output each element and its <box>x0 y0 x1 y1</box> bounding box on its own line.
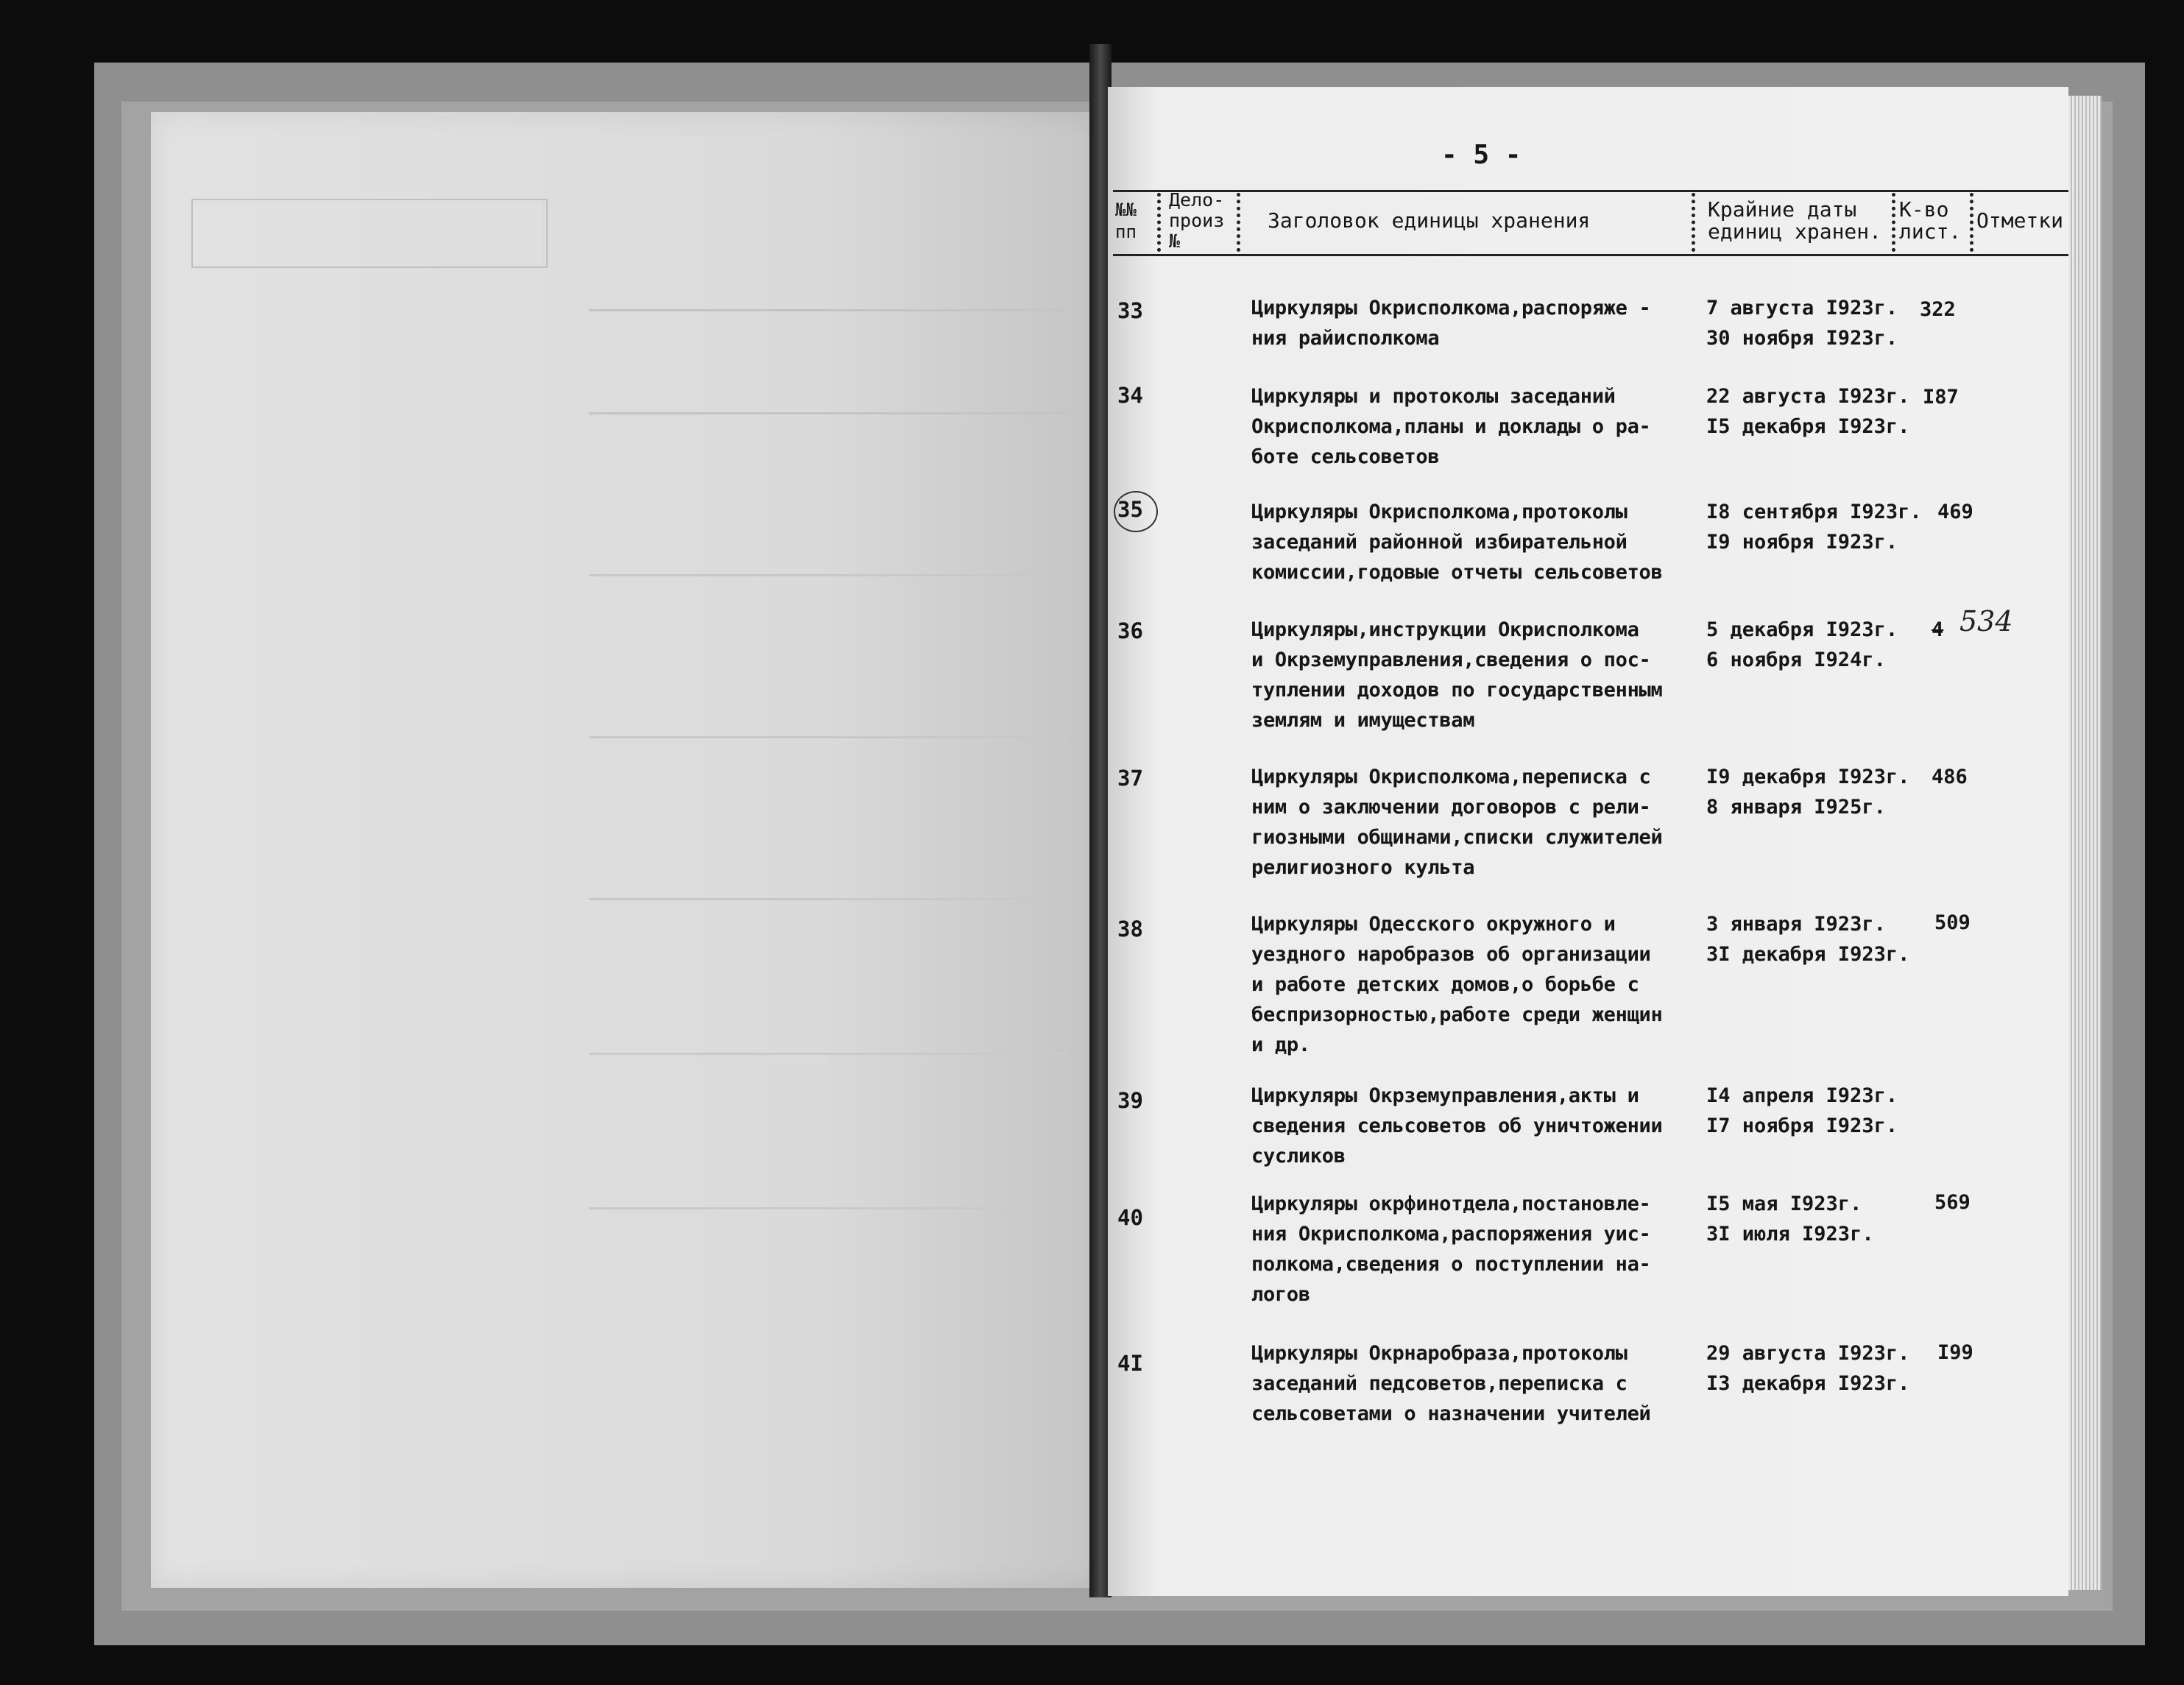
row-sheet-count-struck: 4 <box>1932 618 1944 641</box>
row-sheet-count: 569 <box>1934 1191 1971 1214</box>
row-number: 38 <box>1117 916 1143 942</box>
row-title: Циркуляры Окрисполкома,протоколы заседаний районной избирательной комиссии,годовые отчеты сельсоветов <box>1251 501 1663 584</box>
row-number: 33 <box>1117 298 1143 323</box>
row-dates: 3 января I923г. 3I декабря I923г. <box>1706 913 1910 966</box>
header-col-number: №№ пп <box>1115 199 1137 242</box>
header-col-dates: Крайние даты единиц хранен. <box>1708 197 1882 244</box>
row-sheet-count: 322 <box>1920 298 1956 321</box>
row-title: Циркуляры Окрнаробраза,протоколы заседаний педсоветов,переписка с сельсоветами о назначении учителей <box>1251 1342 1651 1425</box>
left-page-blank <box>151 112 1104 1588</box>
row-title: Циркуляры Окрземуправления,акты и сведения сельсоветов об уничтожении сусликов <box>1251 1084 1663 1168</box>
row-title: Циркуляры Окрисполкома,переписка с ним о заключении договоров с рели- гиозными общинами,списки служителей религиозного культа <box>1251 766 1663 879</box>
row-number: 4I <box>1117 1351 1143 1376</box>
row-number: 36 <box>1117 618 1143 643</box>
row-number: 35 <box>1117 497 1143 522</box>
row-sheet-count: 486 <box>1932 766 1968 788</box>
row-dates: 22 августа I923г. I5 декабря I923г. <box>1706 385 1910 438</box>
row-title: Циркуляры Одесского окружного и уездного наробразов об организации и работе детских домов,о борьбе с беспризорностью,работе среди женщин и др. <box>1251 913 1663 1056</box>
row-dates: I4 апреля I923г. I7 ноября I923г. <box>1706 1084 1898 1137</box>
row-dates: I8 сентября I923г. I9 ноября I923г. <box>1706 501 1922 554</box>
row-dates: 29 августа I923г. I3 декабря I923г. <box>1706 1342 1910 1395</box>
row-sheet-count: I99 <box>1937 1341 1973 1364</box>
header-col-case: Дело- произ № <box>1169 189 1225 252</box>
row-number: 39 <box>1117 1088 1143 1113</box>
handwritten-sheet-correction: 534 <box>1959 605 2013 637</box>
row-dates: I9 декабря I923г. 8 января I925г. <box>1706 766 1910 819</box>
row-title: Циркуляры и протоколы заседаний Окрисполкома,планы и доклады о ра- боте сельсоветов <box>1251 385 1651 468</box>
row-number: 34 <box>1117 383 1143 408</box>
row-dates: 5 декабря I923г. 6 ноября I924г. <box>1706 618 1898 671</box>
row-title: Циркуляры Окрисполкома,распоряже - ния райисполкома <box>1251 297 1651 350</box>
header-col-sheets: К-во лист. <box>1899 197 1962 244</box>
row-sheet-count: I87 <box>1923 386 1959 409</box>
row-dates: 7 августа I923г. 30 ноября I923г. <box>1706 297 1898 350</box>
row-number: 37 <box>1117 766 1143 791</box>
row-sheet-count: 469 <box>1937 501 1973 523</box>
row-number: 40 <box>1117 1205 1143 1230</box>
page-stack-edge <box>2068 96 2102 1590</box>
row-sheet-count: 509 <box>1934 911 1971 934</box>
row-dates: I5 мая I923г. 3I июля I923г. <box>1706 1193 1874 1246</box>
row-title: Циркуляры,инструкции Окрисполкома и Окрземуправления,сведения о пос- туплении доходов по государственным землям и имуществам <box>1251 618 1663 732</box>
header-col-notes: Отметки <box>1976 208 2064 233</box>
row-title: Циркуляры окрфинотдела,постановле- ния Окрисполкома,распоряжения уис- полкома,сведения о поступлении на- логов <box>1251 1193 1651 1306</box>
page-number: - 5 - <box>1441 140 1522 170</box>
header-col-title: Заголовок единицы хранения <box>1268 208 1591 233</box>
